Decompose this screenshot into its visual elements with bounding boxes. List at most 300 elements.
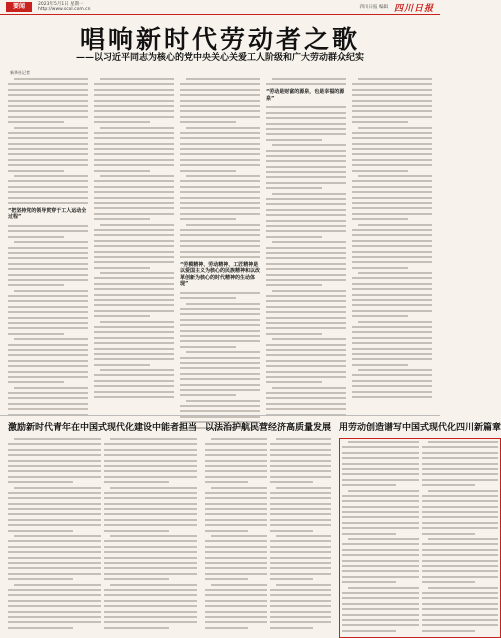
text-line <box>342 592 419 594</box>
text-line <box>422 565 499 567</box>
text-line <box>205 546 267 548</box>
text-line <box>422 463 499 465</box>
text-line <box>8 460 101 462</box>
text-line <box>422 511 499 513</box>
text-line <box>270 562 332 564</box>
text-line <box>104 627 169 629</box>
text-line <box>270 573 332 575</box>
text-line <box>205 540 267 542</box>
text-line <box>94 240 174 242</box>
text-line <box>104 611 197 613</box>
text-line <box>422 522 499 524</box>
text-line <box>352 294 432 296</box>
text-line <box>422 608 499 610</box>
text-line <box>94 116 174 118</box>
bottom-article-title: 以法治护航民营经济高质量发展 <box>205 423 332 433</box>
text-line <box>94 283 174 285</box>
text-line <box>270 621 332 623</box>
text-line <box>266 333 322 335</box>
text-line <box>8 94 88 96</box>
text-line <box>342 484 396 486</box>
text-line <box>180 202 260 204</box>
text-line <box>266 187 322 189</box>
text-line <box>352 342 432 344</box>
text-line <box>266 311 346 313</box>
text-line <box>180 416 260 418</box>
text-line <box>342 527 419 529</box>
text-line <box>352 240 432 242</box>
text-line <box>180 116 260 118</box>
text-line <box>266 214 346 216</box>
text-line <box>266 150 346 152</box>
text-line <box>180 378 260 380</box>
text-line <box>270 530 313 532</box>
text-line <box>8 279 88 281</box>
text-line <box>342 479 419 481</box>
text-line <box>352 137 432 139</box>
text-line <box>100 127 174 129</box>
text-line <box>8 600 101 602</box>
text-line <box>428 587 499 589</box>
text-line <box>180 164 260 166</box>
text-line <box>180 324 260 326</box>
text-line <box>205 573 267 575</box>
text-line <box>8 465 101 467</box>
text-line <box>94 288 174 290</box>
edition-note: 四川日报 编辑 <box>359 5 388 10</box>
text-line <box>8 186 88 188</box>
text-line <box>266 349 346 351</box>
text-line <box>270 492 332 494</box>
text-line <box>8 524 101 526</box>
text-line <box>266 306 346 308</box>
text-line <box>8 191 88 193</box>
text-line <box>266 225 346 227</box>
text-line <box>180 229 260 231</box>
text-line <box>266 252 346 254</box>
text-line <box>422 506 499 508</box>
text-line <box>180 213 260 215</box>
text-line <box>8 268 88 270</box>
text-line <box>94 121 150 123</box>
text-line <box>270 567 332 569</box>
text-line <box>270 497 332 499</box>
text-line <box>180 83 260 85</box>
text-line <box>266 176 346 178</box>
text-line <box>266 365 346 367</box>
text-line <box>352 348 432 350</box>
text-line <box>205 600 267 602</box>
text-line <box>205 465 267 467</box>
text-line <box>8 627 73 629</box>
text-line <box>266 133 346 135</box>
text-line <box>94 164 174 166</box>
text-line <box>422 597 499 599</box>
text-line <box>270 481 313 483</box>
text-line <box>104 476 197 478</box>
text-line <box>211 584 267 586</box>
text-line <box>180 240 260 242</box>
bottom-article <box>339 420 501 630</box>
text-line <box>266 106 346 108</box>
text-line <box>8 202 88 204</box>
text-line <box>104 465 197 467</box>
text-line <box>8 449 101 451</box>
text-line <box>8 153 88 155</box>
text-line <box>180 234 260 236</box>
text-line <box>276 438 332 440</box>
text-line <box>270 454 332 456</box>
text-line <box>94 94 174 96</box>
text-line <box>352 197 432 199</box>
text-line <box>270 465 332 467</box>
text-line <box>94 180 174 182</box>
text-line <box>94 153 174 155</box>
text-line <box>94 89 174 91</box>
text-line <box>104 605 197 607</box>
text-line <box>352 132 432 134</box>
text-line <box>94 380 174 382</box>
text-line <box>94 207 174 209</box>
text-line <box>205 551 267 553</box>
text-line <box>186 224 260 226</box>
text-line <box>104 449 197 451</box>
text-line <box>14 338 88 340</box>
text-line <box>205 443 267 445</box>
text-line <box>342 463 419 465</box>
text-line <box>342 630 396 632</box>
text-line <box>180 132 260 134</box>
text-line <box>94 110 174 112</box>
text-line <box>8 170 64 172</box>
text-line <box>94 186 174 188</box>
text-line <box>270 589 332 591</box>
text-line <box>186 351 260 353</box>
text-line <box>104 492 197 494</box>
text-line <box>352 234 432 236</box>
text-line <box>266 123 346 125</box>
text-line <box>94 353 174 355</box>
text-line <box>104 530 169 532</box>
text-line <box>180 367 260 369</box>
text-line <box>8 476 101 478</box>
text-line <box>100 321 174 323</box>
text-line <box>104 497 197 499</box>
text-line <box>342 581 396 583</box>
text-line <box>358 224 432 226</box>
text-line <box>352 110 432 112</box>
text-line <box>270 460 332 462</box>
text-line <box>8 322 88 324</box>
text-line <box>14 78 88 80</box>
text-line <box>266 376 346 378</box>
text-line <box>342 457 419 459</box>
text-line <box>422 554 499 556</box>
text-line <box>104 616 197 618</box>
text-line <box>342 624 419 626</box>
text-line <box>104 443 197 445</box>
text-line <box>180 180 260 182</box>
text-line <box>94 213 174 215</box>
text-line <box>358 127 432 129</box>
text-line <box>8 225 88 227</box>
text-line <box>266 160 346 162</box>
text-line <box>352 277 432 279</box>
text-line <box>180 373 260 375</box>
text-line <box>8 376 88 378</box>
text-line <box>8 546 101 548</box>
text-line <box>8 503 101 505</box>
text-line <box>422 549 499 551</box>
text-line <box>266 182 346 184</box>
text-line <box>266 300 346 302</box>
text-line <box>8 611 101 613</box>
text-line <box>211 438 267 440</box>
text-line <box>276 487 332 489</box>
text-line <box>8 408 88 410</box>
text-line <box>348 587 419 589</box>
text-line <box>8 551 101 553</box>
text-line <box>94 385 174 387</box>
text-line <box>8 392 88 394</box>
text-line <box>8 263 88 265</box>
text-line <box>266 155 346 157</box>
text-line <box>342 473 419 475</box>
text-line <box>186 303 260 305</box>
text-line <box>94 294 174 296</box>
text-line <box>342 560 419 562</box>
text-line <box>266 274 346 276</box>
text-line <box>266 284 322 286</box>
text-line <box>8 137 88 139</box>
text-line <box>352 218 408 220</box>
text-line <box>180 405 260 407</box>
text-line <box>14 241 88 243</box>
text-line <box>8 616 101 618</box>
text-line <box>266 392 346 394</box>
text-line <box>104 454 197 456</box>
text-line <box>352 83 432 85</box>
text-line <box>180 313 260 315</box>
text-line <box>211 487 267 489</box>
text-line <box>8 159 88 161</box>
text-line <box>205 503 267 505</box>
text-line <box>352 326 432 328</box>
text-line <box>8 284 64 286</box>
text-line <box>352 385 432 387</box>
text-line <box>352 358 432 360</box>
text-line <box>8 508 101 510</box>
text-line <box>266 209 346 211</box>
text-line <box>180 148 260 150</box>
text-line <box>94 304 174 306</box>
text-line <box>8 132 88 134</box>
text-line <box>266 203 346 205</box>
text-line <box>8 143 88 145</box>
text-line <box>422 581 476 583</box>
text-line <box>8 513 101 515</box>
text-line <box>358 175 432 177</box>
text-line <box>422 479 499 481</box>
text-line <box>14 438 101 440</box>
text-line <box>422 560 499 562</box>
text-line <box>270 611 332 613</box>
text-line <box>94 143 174 145</box>
text-line <box>342 522 419 524</box>
text-line <box>342 549 419 551</box>
text-line <box>8 197 88 199</box>
text-line <box>8 519 101 521</box>
text-line <box>104 519 197 521</box>
text-line <box>8 230 88 232</box>
text-line <box>272 78 346 80</box>
text-line <box>104 460 197 462</box>
text-line <box>180 319 260 321</box>
text-line <box>352 100 432 102</box>
text-line <box>205 460 267 462</box>
text-line <box>94 374 174 376</box>
text-line <box>186 127 260 129</box>
text-line <box>352 337 432 339</box>
text-line <box>8 100 88 102</box>
text-line <box>358 78 432 80</box>
text-line <box>266 381 322 383</box>
text-line <box>8 180 88 182</box>
text-line <box>270 551 332 553</box>
text-line <box>352 191 432 193</box>
text-line <box>342 446 419 448</box>
text-line <box>186 78 260 80</box>
text-line <box>186 175 260 177</box>
text-line <box>8 403 88 405</box>
text-line <box>352 251 432 253</box>
article-column <box>352 78 432 410</box>
text-line <box>342 468 419 470</box>
text-line <box>422 457 499 459</box>
text-line <box>94 310 174 312</box>
text-line <box>94 331 174 333</box>
text-line <box>110 584 197 586</box>
text-line <box>342 614 419 616</box>
text-line <box>205 454 267 456</box>
text-line <box>266 139 322 141</box>
text-line <box>8 236 64 238</box>
text-line <box>428 538 499 540</box>
text-line <box>358 369 432 371</box>
article-column <box>180 78 260 410</box>
text-line <box>270 546 332 548</box>
text-line <box>180 251 260 253</box>
text-line <box>352 94 432 96</box>
section-logo: 要闻 <box>6 2 32 12</box>
text-line <box>180 292 260 294</box>
text-line <box>100 272 174 274</box>
brand-logo: 四川日报 <box>393 3 434 14</box>
text-line <box>270 443 332 445</box>
article-column <box>8 78 88 410</box>
text-line <box>352 186 432 188</box>
text-line <box>358 272 432 274</box>
text-line <box>352 121 408 123</box>
text-line <box>94 261 174 263</box>
text-line <box>8 360 88 362</box>
text-line <box>352 164 432 166</box>
text-line <box>342 565 419 567</box>
text-line <box>94 396 174 398</box>
text-line <box>94 197 174 199</box>
text-line <box>266 112 346 114</box>
text-line <box>104 540 197 542</box>
text-line <box>104 562 197 564</box>
text-line <box>100 175 174 177</box>
text-line <box>266 322 346 324</box>
text-line <box>8 295 88 297</box>
text-line <box>422 527 499 529</box>
text-line <box>342 608 419 610</box>
text-line <box>266 268 346 270</box>
text-line <box>270 540 332 542</box>
text-line <box>352 89 432 91</box>
text-line <box>94 326 174 328</box>
text-line <box>180 245 260 247</box>
text-line <box>266 263 346 265</box>
text-line <box>180 207 260 209</box>
text-line <box>94 170 150 172</box>
text-line <box>342 603 419 605</box>
text-line <box>342 511 419 513</box>
text-line <box>272 338 346 340</box>
text-line <box>104 600 197 602</box>
text-line <box>205 497 267 499</box>
text-line <box>272 144 346 146</box>
text-line <box>110 487 197 489</box>
text-line <box>94 229 174 231</box>
text-line <box>8 567 101 569</box>
article-columns <box>8 78 432 410</box>
text-line <box>8 344 88 346</box>
text-line <box>270 503 332 505</box>
text-line <box>94 202 174 204</box>
text-line <box>422 630 476 632</box>
text-line <box>205 557 267 559</box>
text-line <box>8 381 64 383</box>
text-line <box>342 543 419 545</box>
text-line <box>8 317 88 319</box>
text-line <box>352 331 432 333</box>
text-line <box>94 234 174 236</box>
text-line <box>266 403 346 405</box>
text-line <box>104 513 197 515</box>
text-line <box>348 441 419 443</box>
text-line <box>422 543 499 545</box>
text-line <box>352 396 432 398</box>
text-line <box>14 535 101 537</box>
text-line <box>104 567 197 569</box>
text-line <box>180 100 260 102</box>
text-line <box>422 533 476 535</box>
text-line <box>352 153 432 155</box>
text-line <box>270 513 332 515</box>
text-line <box>272 193 346 195</box>
text-line <box>422 624 499 626</box>
text-line <box>422 484 476 486</box>
text-line <box>205 611 267 613</box>
text-line <box>352 288 432 290</box>
text-line <box>205 470 267 472</box>
text-line <box>180 121 236 123</box>
text-line <box>180 394 236 396</box>
text-line <box>352 180 432 182</box>
